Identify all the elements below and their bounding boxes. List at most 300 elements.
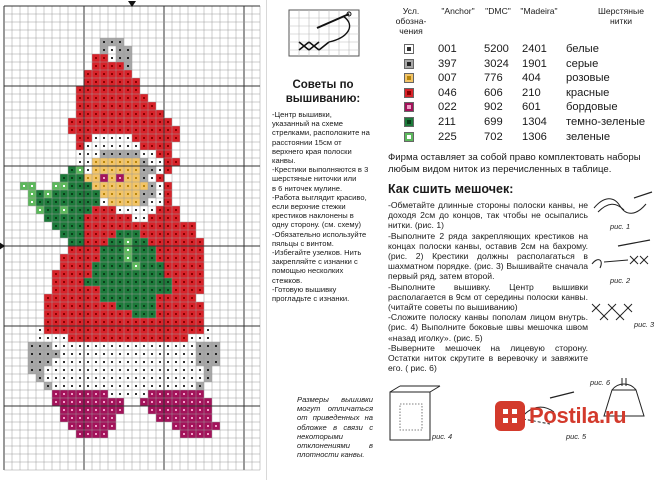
stitch-symbol — [191, 425, 193, 427]
stitch-symbol — [207, 361, 209, 363]
stitch-symbol — [103, 409, 105, 411]
stitch-symbol — [151, 257, 153, 259]
stitch-symbol — [79, 409, 81, 411]
stitch-symbol — [71, 409, 73, 411]
stitch-symbol — [215, 345, 217, 347]
figure-3-label: рис. 3 — [634, 320, 655, 329]
color-key-row — [376, 100, 660, 115]
stitch-symbol — [135, 97, 137, 99]
stitch-symbol — [199, 361, 201, 363]
stitch-symbol — [175, 377, 177, 379]
stitch-symbol — [175, 385, 177, 387]
stitch-symbol — [71, 209, 73, 211]
stitch-symbol — [191, 281, 193, 283]
stitch-symbol — [111, 289, 113, 291]
stitch-symbol — [47, 353, 49, 355]
stitch-symbol — [119, 313, 121, 315]
stitch-symbol — [127, 393, 129, 395]
stitch-symbol — [95, 73, 97, 75]
stitch-symbol — [63, 257, 65, 259]
size-disclaimer: Размеры вышивки могут отличаться от приведенных на обложке в связи с некоторыми отклонениями в плотности канвы. — [297, 395, 373, 460]
stitch-symbol — [71, 377, 73, 379]
stitch-symbol — [71, 129, 73, 131]
stitch-symbol — [135, 217, 137, 219]
stitch-symbol — [191, 265, 193, 267]
color-swatch — [404, 59, 414, 69]
stitch-symbol — [175, 137, 177, 139]
stitch-symbol — [151, 137, 153, 139]
stitch-symbol — [135, 281, 137, 283]
stitch-symbol — [183, 361, 185, 363]
stitch-symbol — [63, 265, 65, 267]
stitch-symbol — [79, 89, 81, 91]
stitch-symbol — [127, 321, 129, 323]
stitch-symbol — [127, 329, 129, 331]
stitch-symbol — [71, 329, 73, 331]
stitch-symbol — [175, 281, 177, 283]
sewing-step: -Сложите полоску канвы пополам лицом внутрь. (рис. 4) Выполните боковые швы мешочка швом «назад иголку». (рис. 5) — [388, 312, 588, 343]
sewing-steps — [388, 200, 588, 373]
stitch-symbol — [31, 201, 33, 203]
stitch-symbol — [175, 369, 177, 371]
header-wool: Шерстяные нитки — [597, 6, 645, 26]
stitch-symbol — [79, 257, 81, 259]
stitch-symbol — [167, 129, 169, 131]
stitch-symbol — [103, 393, 105, 395]
stitch-symbol — [119, 241, 121, 243]
stitch-symbol — [87, 409, 89, 411]
stitch-symbol — [135, 273, 137, 275]
stitch-symbol — [191, 329, 193, 331]
figure-1-label: рис. 1 — [610, 222, 631, 231]
sewing-step: -Выверните мешочек на лицевую сторону. Остатки ниток скрутите в веревочку и завяжите его. ( рис. 6) — [388, 342, 588, 374]
stitch-symbol — [71, 393, 73, 395]
stitch-symbol — [31, 193, 33, 195]
stitch-symbol — [127, 369, 129, 371]
stitch-symbol — [199, 329, 201, 331]
stitch-symbol — [143, 265, 145, 267]
stitch-symbol — [175, 393, 177, 395]
sewing-step: -Выполните вышивку. Центр вышивки располагается в 9см от середины полоски канвы.(читайте советы по вышиванию) — [388, 281, 588, 313]
stitch-symbol — [167, 353, 169, 355]
stitch-symbol — [103, 73, 105, 75]
stitch-symbol — [111, 241, 113, 243]
stitch-symbol — [39, 209, 41, 211]
stitch-symbol — [79, 265, 81, 267]
stitch-symbol — [55, 297, 57, 299]
stitch-symbol — [63, 313, 65, 315]
stitch-symbol — [135, 153, 137, 155]
stitch-symbol — [207, 409, 209, 411]
stitch-symbol — [63, 225, 65, 227]
stitch-symbol — [167, 369, 169, 371]
stitch-symbol — [103, 153, 105, 155]
stitch-symbol — [87, 233, 89, 235]
stitch-symbol — [71, 281, 73, 283]
stitch-symbol — [47, 337, 49, 339]
stitch-symbol — [111, 137, 113, 139]
tips-title: Советы по вышиванию: — [285, 79, 361, 105]
stitch-symbol — [119, 273, 121, 275]
stitch-symbol — [79, 137, 81, 139]
stitch-symbol — [47, 193, 49, 195]
watermark-text: Postila.ru — [529, 403, 627, 428]
stitch-symbol — [159, 233, 161, 235]
stitch-symbol — [87, 369, 89, 371]
stitch-symbol — [111, 353, 113, 355]
stitch-symbol — [175, 313, 177, 315]
stitch-symbol — [63, 233, 65, 235]
stitch-symbol — [79, 297, 81, 299]
stitch-symbol — [87, 137, 89, 139]
stitch-symbol — [87, 145, 89, 147]
stitch-symbol — [175, 217, 177, 219]
stitch-symbol — [143, 201, 145, 203]
stitch-symbol — [119, 361, 121, 363]
stitch-symbol — [135, 81, 137, 83]
stitch-symbol — [103, 361, 105, 363]
stitch-symbol — [55, 353, 57, 355]
stitch-symbol — [39, 353, 41, 355]
stitch-symbol — [119, 177, 121, 179]
stitch-symbol — [191, 393, 193, 395]
stitch-symbol — [63, 361, 65, 363]
stitch-symbol — [135, 193, 137, 195]
stitch-symbol — [183, 353, 185, 355]
stitch-symbol — [127, 225, 129, 227]
stitch-symbol — [55, 273, 57, 275]
stitch-symbol — [71, 345, 73, 347]
stitch-symbol — [95, 225, 97, 227]
stitch-symbol — [39, 369, 41, 371]
stitch-symbol — [183, 337, 185, 339]
stitch-symbol — [55, 201, 57, 203]
stitch-symbol — [79, 113, 81, 115]
stitch-symbol — [127, 137, 129, 139]
stitch-symbol — [47, 313, 49, 315]
stitch-symbol — [47, 297, 49, 299]
tip-item: -Работа выглядит красиво, если верхние стежки крестиков наклонены в одну сторону. (см. схему) — [272, 192, 367, 230]
stitch-symbol — [175, 345, 177, 347]
stitch-symbol — [159, 377, 161, 379]
stitch-symbol — [95, 177, 97, 179]
stitch-symbol — [119, 169, 121, 171]
stitch-symbol — [119, 153, 121, 155]
stitch-symbol — [151, 337, 153, 339]
stitch-symbol — [71, 177, 73, 179]
stitch-symbol — [111, 417, 113, 419]
stitch-symbol — [191, 377, 193, 379]
stitch-symbol — [63, 393, 65, 395]
stitch-symbol — [151, 265, 153, 267]
stitch-symbol — [95, 121, 97, 123]
stitch-symbol — [127, 361, 129, 363]
stitch-symbol — [143, 369, 145, 371]
stitch-symbol — [183, 329, 185, 331]
stitch-symbol — [183, 313, 185, 315]
stitch-symbol — [135, 233, 137, 235]
stitch-symbol — [159, 281, 161, 283]
stitch-symbol — [95, 217, 97, 219]
stitch-symbol — [95, 89, 97, 91]
stitch-symbol — [135, 137, 137, 139]
stitch-symbol — [95, 345, 97, 347]
stitch-symbol — [143, 337, 145, 339]
stitch-symbol — [119, 369, 121, 371]
stitch-symbol — [127, 121, 129, 123]
stitch-symbol — [127, 153, 129, 155]
color-swatch — [404, 44, 414, 54]
dmc-code: 3024 — [484, 57, 509, 70]
anchor-code: 007 — [438, 72, 457, 85]
stitch-symbol — [191, 385, 193, 387]
stitch-symbol — [143, 241, 145, 243]
stitch-symbol — [127, 377, 129, 379]
stitch-symbol — [103, 161, 105, 163]
stitch-symbol — [151, 193, 153, 195]
stitch-symbol — [127, 281, 129, 283]
stitch-symbol — [71, 305, 73, 307]
stitch-symbol — [87, 177, 89, 179]
stitch-symbol — [191, 241, 193, 243]
stitch-symbol — [111, 161, 113, 163]
stitch-symbol — [143, 305, 145, 307]
stitch-symbol — [127, 177, 129, 179]
stitch-symbol — [215, 353, 217, 355]
stitch-symbol — [127, 145, 129, 147]
stitch-symbol — [159, 145, 161, 147]
stitch-symbol — [63, 305, 65, 307]
stitch-symbol — [191, 321, 193, 323]
stitch-symbol — [79, 185, 81, 187]
stitch-symbol — [119, 41, 121, 43]
stitch-symbol — [151, 329, 153, 331]
stitch-symbol — [47, 361, 49, 363]
stitch-symbol — [175, 409, 177, 411]
stitch-symbol — [207, 345, 209, 347]
stitch-symbol — [167, 385, 169, 387]
stitch-symbol — [119, 201, 121, 203]
stitch-symbol — [135, 177, 137, 179]
stitch-symbol — [111, 249, 113, 251]
stitch-symbol — [167, 161, 169, 163]
wool-color-name: бордовые — [566, 101, 618, 114]
stitch-symbol — [79, 353, 81, 355]
stitch-symbol — [191, 353, 193, 355]
stitch-symbol — [143, 153, 145, 155]
stitch-symbol — [55, 217, 57, 219]
stitch-symbol — [143, 129, 145, 131]
stitch-symbol — [119, 185, 121, 187]
stitch-symbol — [127, 385, 129, 387]
stitch-symbol — [183, 225, 185, 227]
stitch-symbol — [143, 233, 145, 235]
stitch-symbol — [199, 273, 201, 275]
stitch-symbol — [79, 337, 81, 339]
stitch-symbol — [79, 329, 81, 331]
stitch-symbol — [143, 393, 145, 395]
stitch-symbol — [55, 369, 57, 371]
stitch-symbol — [199, 345, 201, 347]
stitch-symbol — [135, 377, 137, 379]
stitch-symbol — [95, 209, 97, 211]
stitch-symbol — [111, 393, 113, 395]
stitch-symbol — [95, 97, 97, 99]
stitch-symbol — [159, 337, 161, 339]
stitch-symbol — [103, 345, 105, 347]
stitch-symbol — [87, 129, 89, 131]
stitch-symbol — [87, 249, 89, 251]
stitch-symbol — [95, 409, 97, 411]
stitch-symbol — [143, 329, 145, 331]
stitch-symbol — [127, 345, 129, 347]
needle-icon — [287, 8, 365, 60]
wool-color-name: темно-зеленые — [566, 115, 646, 128]
wool-color-name: серые — [566, 57, 599, 70]
stitch-symbol — [103, 225, 105, 227]
stitch-symbol — [63, 329, 65, 331]
stitch-symbol — [151, 289, 153, 291]
stitch-symbol — [79, 289, 81, 291]
stitch-symbol — [135, 89, 137, 91]
color-key-row — [376, 130, 660, 145]
stitch-symbol — [135, 313, 137, 315]
stitch-symbol — [119, 249, 121, 251]
stitch-symbol — [95, 193, 97, 195]
stitch-symbol — [63, 377, 65, 379]
stitch-symbol — [151, 305, 153, 307]
stitch-symbol — [127, 169, 129, 171]
header-dmc: "DMC" — [485, 6, 511, 16]
stitch-symbol — [103, 89, 105, 91]
stitch-symbol — [199, 409, 201, 411]
madeira-code: 1304 — [522, 115, 547, 128]
stitch-symbol — [143, 345, 145, 347]
tip-item: в 6 ниточек мулине. — [272, 183, 343, 193]
stitch-symbol — [71, 297, 73, 299]
stitch-symbol — [207, 433, 209, 435]
stitch-symbol — [119, 105, 121, 107]
stitch-symbol — [95, 417, 97, 419]
stitch-symbol — [175, 209, 177, 211]
stitch-symbol — [103, 177, 105, 179]
stitch-symbol — [199, 401, 201, 403]
stitch-symbol — [79, 249, 81, 251]
stitch-symbol — [199, 337, 201, 339]
stitch-symbol — [31, 353, 33, 355]
stitch-symbol — [135, 385, 137, 387]
stitch-symbol — [79, 305, 81, 307]
stitch-symbol — [151, 201, 153, 203]
stitch-symbol — [159, 249, 161, 251]
stitch-symbol — [151, 153, 153, 155]
stitch-symbol — [143, 273, 145, 275]
stitch-symbol — [79, 121, 81, 123]
stitch-symbol — [143, 321, 145, 323]
stitch-symbol — [199, 241, 201, 243]
stitch-symbol — [111, 41, 113, 43]
stitch-symbol — [79, 241, 81, 243]
stitch-symbol — [71, 249, 73, 251]
stitch-symbol — [175, 361, 177, 363]
stitch-symbol — [175, 241, 177, 243]
stitch-symbol — [175, 337, 177, 339]
stitch-symbol — [191, 249, 193, 251]
stitch-symbol — [119, 297, 121, 299]
stitch-symbol — [95, 297, 97, 299]
stitch-symbol — [71, 289, 73, 291]
stitch-symbol — [39, 337, 41, 339]
stitch-symbol — [143, 281, 145, 283]
stitch-symbol — [111, 65, 113, 67]
stitch-symbol — [87, 433, 89, 435]
stitch-symbol — [95, 241, 97, 243]
stitch-symbol — [151, 177, 153, 179]
stitch-symbol — [119, 409, 121, 411]
stitch-symbol — [135, 321, 137, 323]
stitch-symbol — [103, 337, 105, 339]
stitch-symbol — [167, 225, 169, 227]
stitch-symbol — [159, 289, 161, 291]
stitch-symbol — [151, 377, 153, 379]
stitch-symbol — [151, 105, 153, 107]
stitch-symbol — [111, 81, 113, 83]
stitch-symbol — [191, 233, 193, 235]
stitch-symbol — [127, 337, 129, 339]
stitch-symbol — [47, 305, 49, 307]
stitch-symbol — [119, 65, 121, 67]
stitch-symbol — [143, 361, 145, 363]
stitch-symbol — [199, 305, 201, 307]
stitch-symbol — [87, 113, 89, 115]
stitch-symbol — [87, 297, 89, 299]
stitch-symbol — [183, 417, 185, 419]
stitch-symbol — [111, 89, 113, 91]
stitch-symbol — [103, 265, 105, 267]
stitch-symbol — [167, 137, 169, 139]
stitch-symbol — [103, 329, 105, 331]
stitch-symbol — [87, 273, 89, 275]
stitch-symbol — [183, 425, 185, 427]
stitch-symbol — [175, 289, 177, 291]
stitch-symbol — [79, 153, 81, 155]
stitch-symbol — [135, 129, 137, 131]
stitch-symbol — [47, 329, 49, 331]
stitch-symbol — [111, 121, 113, 123]
stitch-symbol — [199, 353, 201, 355]
stitch-symbol — [63, 201, 65, 203]
stitch-symbol — [95, 353, 97, 355]
stitch-symbol — [159, 393, 161, 395]
stitch-symbol — [143, 377, 145, 379]
stitch-symbol — [143, 209, 145, 211]
stitch-symbol — [87, 105, 89, 107]
stitch-symbol — [119, 337, 121, 339]
stitch-symbol — [39, 329, 41, 331]
stitch-symbol — [199, 393, 201, 395]
stitch-symbol — [55, 337, 57, 339]
stitch-symbol — [71, 257, 73, 259]
stitch-symbol — [199, 313, 201, 315]
stitch-symbol — [87, 353, 89, 355]
stitch-symbol — [103, 169, 105, 171]
stitch-symbol — [127, 297, 129, 299]
stitch-symbol — [95, 305, 97, 307]
stitch-symbol — [119, 305, 121, 307]
stitch-symbol — [135, 209, 137, 211]
stitch-symbol — [167, 201, 169, 203]
stitch-symbol — [63, 185, 65, 187]
